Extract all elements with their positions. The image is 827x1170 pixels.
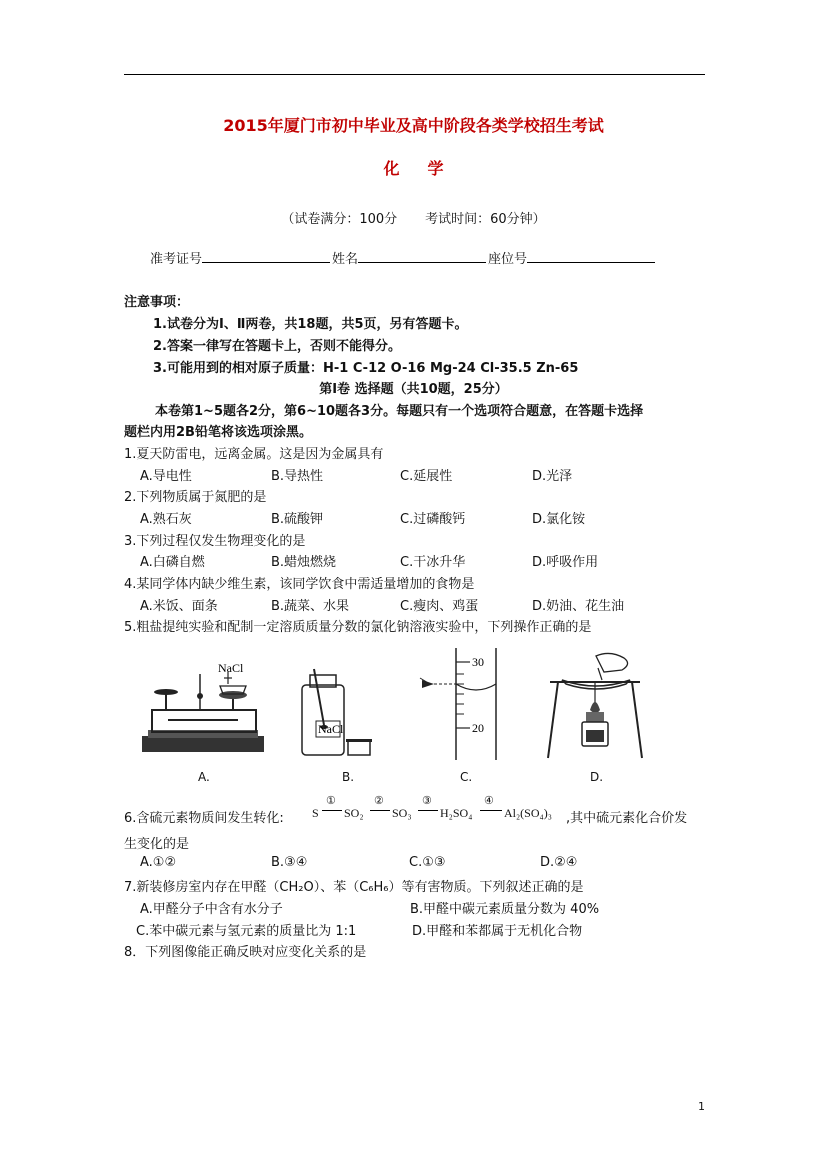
question-5-stem: 5.粗盐提纯实验和配制一定溶质质量分数的氯化钠溶液实验中，下列操作正确的是: [124, 620, 592, 635]
section1-instruction-cont: 题栏内用2B铅笔将该选项涂黑。: [124, 425, 312, 440]
q3-option-b[interactable]: B.蜡烛燃烧: [271, 555, 337, 570]
candidate-fields: [150, 248, 657, 267]
fig-d-evaporation-setup: [540, 650, 650, 762]
q3-option-c[interactable]: C.干冰升华: [400, 555, 466, 570]
q6-option-a[interactable]: A.①②: [140, 855, 177, 870]
q4-option-b[interactable]: B.蔬菜、水果: [271, 599, 350, 614]
chain-step-2: ②: [374, 795, 384, 807]
fig-d-label: D.: [590, 770, 604, 784]
q2-option-d[interactable]: D.氯化铵: [532, 512, 586, 527]
q1-option-d[interactable]: D.光泽: [532, 469, 573, 484]
chain-step-1: ①: [326, 795, 336, 807]
field-seat-blank[interactable]: [527, 248, 655, 263]
field-seat-label: 座位号: [488, 252, 528, 267]
q2-option-b[interactable]: B.硫酸钾: [271, 512, 324, 527]
chain-so2: SO₂: [344, 806, 364, 820]
q2-option-c[interactable]: C.过磷酸钙: [400, 512, 466, 527]
field-id-label: 准考证号: [150, 252, 203, 267]
field-name-label: 姓名: [332, 252, 359, 267]
question-8-stem: 8．下列图像能正确反映对应变化关系的是: [124, 945, 367, 960]
question-6-line2: 生变化的是: [124, 837, 190, 852]
q1-option-b[interactable]: B.导热性: [271, 469, 324, 484]
field-id-blank[interactable]: [202, 248, 330, 263]
exam-time: 考试时间：60分钟）: [425, 212, 546, 227]
question-4-stem: 4.某同学体内缺少维生素，该同学饮食中需适量增加的食物是: [124, 577, 475, 592]
chain-step-3: ③: [422, 795, 432, 807]
subject-title: [0, 156, 827, 179]
fig-b-nacl-label: NaCl: [318, 722, 344, 736]
notice-item: 1.试卷分为Ⅰ、Ⅱ两卷，共18题，共5页，另有答题卡。: [153, 317, 468, 332]
chain-so3: SO₃: [392, 806, 412, 820]
chain-h2so4: H₂SO₄: [440, 806, 473, 820]
q6-option-c[interactable]: C.①③: [409, 855, 446, 870]
q7-option-b[interactable]: B.甲醛中碳元素质量分数为 40%: [410, 902, 600, 917]
question-7-stem: 7.新装修房室内存在甲醛（CH₂O）、苯（C₆H₆）等有害物质。下列叙述正确的是: [124, 880, 584, 895]
page-number: 1: [698, 1100, 705, 1113]
chain-arrow-2: [370, 810, 390, 811]
q7-option-d[interactable]: D.甲醛和苯都属于无机化合物: [412, 924, 583, 939]
fig-c-tick-30: 30: [472, 655, 484, 669]
question-6-prefix: 6.含硫元素物质间发生转化:: [124, 811, 284, 826]
q4-option-d[interactable]: D.奶油、花生油: [532, 599, 625, 614]
fig-b-label: B.: [342, 770, 355, 784]
question-2-stem: 2.下列物质属于氮肥的是: [124, 490, 267, 505]
question-1-stem: 1.夏天防雷电，远离金属。这是因为金属具有: [124, 447, 384, 462]
subject-char-1: 化: [383, 159, 400, 178]
subject-char-2: 学: [427, 159, 444, 178]
fig-b-reagent-bottle: [292, 665, 377, 760]
q7-option-c[interactable]: C.苯中碳元素与氢元素的质量比为 1:1: [136, 924, 357, 939]
field-name-blank[interactable]: [358, 248, 486, 263]
chain-step-4: ④: [484, 795, 494, 807]
notice-item: 2.答案一律写在答题卡上，否则不能得分。: [153, 339, 401, 354]
chain-al2so43: Al₂(SO₄)₃: [504, 806, 552, 820]
q1-option-c[interactable]: C.延展性: [400, 469, 453, 484]
full-score: （试卷满分：100分: [281, 212, 398, 227]
chain-arrow-3: [418, 810, 438, 811]
section1-instruction: 本卷第1~5题各2分，第6~10题各3分。每题只有一个选项符合题意，在答题卡选择: [155, 404, 644, 419]
header-rule: [124, 74, 705, 75]
question-6-suffix: ,其中硫元素化合价发: [566, 811, 688, 826]
fig-a-balance: [138, 660, 268, 760]
fig-a-label: A.: [198, 770, 210, 784]
q6-option-d[interactable]: D.②④: [540, 855, 578, 870]
question-3-stem: 3.下列过程仅发生物理变化的是: [124, 534, 306, 549]
section1-heading: 第Ⅰ卷 选择题（共10题，25分）: [319, 382, 508, 397]
q6-option-b[interactable]: B.③④: [271, 855, 308, 870]
chain-arrow-4: [480, 810, 502, 811]
q3-option-d[interactable]: D.呼吸作用: [532, 555, 599, 570]
fig-c-graduated-cylinder: [418, 644, 518, 762]
q3-option-a[interactable]: A.白磷自燃: [140, 555, 205, 570]
q7-option-a[interactable]: A.甲醛分子中含有水分子: [140, 902, 283, 917]
chain-arrow-1: [322, 810, 342, 811]
fig-c-tick-20: 20: [472, 721, 484, 735]
q1-option-a[interactable]: A.导电性: [140, 469, 192, 484]
q4-option-a[interactable]: A.米饭、面条: [140, 599, 218, 614]
fig-a-nacl-label: NaCl: [218, 661, 244, 675]
exam-title: 2015年厦门市初中毕业及高中阶段各类学校招生考试: [223, 116, 604, 135]
q4-option-c[interactable]: C.瘦肉、鸡蛋: [400, 599, 479, 614]
exam-info: [0, 208, 827, 227]
chain-s: S: [312, 806, 319, 820]
q2-option-a[interactable]: A.熟石灰: [140, 512, 192, 527]
fig-c-label: C.: [460, 770, 473, 784]
notice-item: 3.可能用到的相对原子质量：H-1 C-12 O-16 Mg-24 Cl-35.5 Zn-65: [153, 361, 579, 376]
notice-heading: 注意事项：: [124, 295, 190, 310]
